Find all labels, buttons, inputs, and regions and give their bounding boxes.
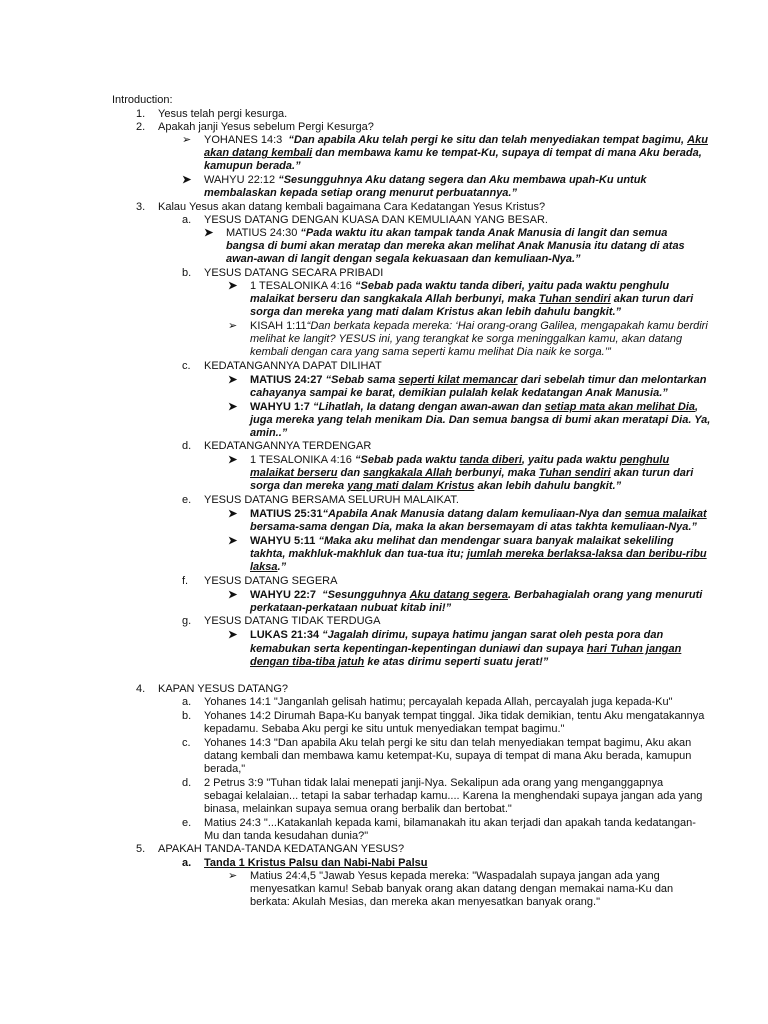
verse-text: “Lihatlah, Ia datang dengan awan-awan dan (312, 401, 542, 413)
verse-emphasis: laksa (250, 561, 278, 573)
verse-ref: 1 TESALONIKA 4:16 (250, 454, 352, 466)
section-heading: Kalau Yesus akan datang kembali bagaimana Cara Kedatangan Yesus Kristus? (158, 201, 546, 213)
verse-emphasis: semua malaikat (624, 508, 707, 520)
verse-emphasis: Aku datang segera (409, 589, 508, 601)
list-number: 3. (136, 201, 146, 213)
verse-emphasis: penghulu (619, 454, 670, 466)
list-item: binasa, melainkan supaya semua orang berbalik dan bertobat." (204, 803, 512, 815)
verse-line (250, 320, 708, 334)
subsection-heading: YESUS DATANG SEGERA (204, 575, 338, 587)
list-item: kepadamu. Sebaba Aku pergi ke situ untuk menyediakan tempat bagimu." (204, 723, 565, 735)
verse-line: sorga dan mereka yang mati dalam Kristus akan lebih dahulu bangkit.” (250, 306, 622, 318)
list-letter: d. (182, 777, 192, 789)
verse-line: perkataan-perkataan nubuat kitab ini!” (250, 602, 452, 614)
verse-text: “Dan berkata kepada mereka: ‘Hai orang-orang Galilea, mengapakah kamu berdiri (306, 320, 708, 332)
verse-emphasis: yang mati dalam Kristus (347, 480, 475, 492)
list-item: Mu dan tanda kesudahan dunia?" (204, 830, 369, 842)
bullet-arrow-icon: ➢ (228, 870, 238, 882)
verse-text: akan turun dari (613, 293, 694, 305)
list-item: datang kembali dan membawa kamu ketempat-Ku, supaya di tempat di mana Aku berada, kamupun (204, 750, 692, 762)
verse-emphasis: hari Tuhan jangan (586, 643, 682, 655)
list-item: berkata: Akulah Mesias, dan mereka akan menyesatkan banyak orang." (250, 896, 600, 908)
verse-line (250, 656, 548, 670)
bullet-arrow-icon: ➤ (228, 454, 238, 466)
bullet-arrow-icon: ➤ (228, 374, 238, 386)
verse-text: “Dan apabila Aku telah pergi ke situ dan telah menyediakan tempat bagimu, (288, 134, 685, 146)
verse-text: dan membawa kamu ke tempat-Ku, supaya di tempat di mana Aku berada, (315, 147, 702, 159)
verse-emphasis: tanda diberi (459, 454, 522, 466)
bullet-arrow-icon: ➤ (228, 508, 238, 520)
list-letter: b. (182, 710, 192, 722)
verse-text: “Sebab pada waktu tanda diberi, yaitu pada waktu penghulu (354, 280, 670, 292)
verse-emphasis: sangkakala Allah (363, 467, 452, 479)
verse-line: awan-awan di langit dengan segala kekuasaan dan kemuliaan-Nya.” (226, 253, 581, 265)
list-number: 2. (136, 121, 146, 133)
verse-line (250, 589, 702, 603)
subsection-heading: KEDATANGANNYA TERDENGAR (204, 440, 372, 452)
verse-ref: MATIUS 24:27 (250, 374, 323, 386)
bullet-arrow-icon: ➤ (204, 227, 214, 239)
verse-emphasis: jumlah mereka berlaksa-laksa dan beribu-ribu (466, 548, 707, 560)
verse-ref: WAHYU 22:12 (204, 174, 276, 186)
verse-line (204, 147, 702, 161)
list-item: berada," (204, 763, 246, 775)
verse-emphasis: malaikat berseru (250, 467, 338, 479)
verse-line (250, 374, 707, 388)
bullet-arrow-icon: ➤ (228, 589, 238, 601)
verse-text: “Jagalah dirimu, supaya hatimu jangan sarat oleh pesta pora dan (322, 629, 664, 641)
list-item: Matius 24:3 "...Katakanlah kepada kami, bilamanakah itu akan terjadi dan apakah tanda kedatangan- (204, 817, 696, 829)
verse-text: “Sesungguhnya Aku datang segera dan Aku membawa upah-Ku untuk (278, 174, 647, 186)
list-item: Yesus telah pergi kesurga. (158, 108, 288, 120)
verse-line: cahayanya sampai ke barat, demikian pulalah kelak kedatangan Anak Manusia.” (250, 387, 668, 399)
verse-line (250, 535, 674, 549)
list-letter: a. (182, 696, 192, 708)
section-heading: APAKAH TANDA-TANDA KEDATANGAN YESUS? (158, 843, 405, 855)
list-letter: a. (182, 214, 192, 226)
verse-text: akan lebih dahulu bangkit.” (477, 480, 622, 492)
verse-emphasis: dengan tiba-tiba jatuh (250, 656, 365, 668)
verse-ref: WAHYU 22:7 (250, 589, 317, 601)
verse-text: kemabukan serta kepentingan-kepentingan duniawi dan supaya (250, 643, 584, 655)
list-item: menyesatkan kamu! Sebab banyak orang akan datang dengan memakai nama-Ku dan (250, 883, 674, 895)
verse-line (250, 561, 286, 575)
verse-text: “Maka aku melihat dan mendengar suara banyak malaikat sekeliling (318, 535, 674, 547)
verse-line (250, 454, 669, 468)
verse-text: sorga dan mereka (250, 480, 345, 492)
verse-line: bangsa di bumi akan meratap dan mereka akan melihat Anak Manusia itu datang di atas (226, 240, 685, 252)
verse-line (250, 548, 707, 562)
verse-ref: MATIUS 24:30 (226, 227, 298, 239)
verse-text: “Sesungguhnya (322, 589, 407, 601)
list-item: Matius 24:4,5 "Jawab Yesus kepada mereka: "Waspadalah supaya jangan ada yang (250, 870, 660, 882)
list-letter: g. (182, 615, 192, 627)
bullet-arrow-icon: ➢ (182, 134, 192, 146)
list-letter: a. (182, 857, 192, 869)
verse-text: dan (340, 467, 361, 479)
subsection-heading: YESUS DATANG SECARA PRIBADI (204, 267, 384, 279)
list-item: 2 Petrus 3:9 "Tuhan tidak lalai menepati janji-Nya. Sekalipun ada orang yang menganggapnya (204, 777, 664, 789)
verse-line (250, 280, 669, 294)
verse-ref: MATIUS 25:31 (250, 508, 323, 520)
verse-text: berbunyi, maka (455, 467, 536, 479)
verse-text: .” (277, 561, 287, 573)
section-heading: KAPAN YESUS DATANG? (158, 683, 289, 695)
verse-line (250, 480, 621, 494)
list-item: sebagai kelalaian... tetapi Ia sabar terhadap kamu.... Karena Ia menghendaki supaya jangan ada yang (204, 790, 703, 802)
verse-ref: LUKAS 21:34 (250, 629, 320, 641)
verse-text: dari sebelah timur dan melontarkan (520, 374, 707, 386)
verse-line (250, 401, 698, 415)
bullet-arrow-icon: ➤ (228, 280, 238, 292)
list-number: 1. (136, 108, 146, 120)
bullet-arrow-icon: ➤ (228, 629, 238, 641)
verse-line: kembali dengan cara yang sama seperti kamu melihat Dia naik ke sorga.’” (250, 346, 611, 358)
list-number: 4. (136, 683, 146, 695)
subsection-heading: YESUS DATANG TIDAK TERDUGA (204, 615, 381, 627)
verse-line: membalaskan kepada setiap orang menurut perbuatannya.” (204, 187, 517, 199)
verse-ref: KISAH 1:11 (250, 320, 307, 332)
verse-text: akan turun dari (613, 467, 694, 479)
list-number: 5. (136, 843, 146, 855)
verse-text: , (695, 401, 699, 413)
verse-line: amin..” (250, 427, 288, 439)
verse-text: . Berbahagialah orang yang menuruti (507, 589, 703, 601)
verse-line (204, 174, 647, 188)
verse-text: takhta, makhluk-makhluk dan tua-tua itu; (250, 548, 464, 560)
verse-line (250, 643, 681, 657)
list-letter: d. (182, 440, 192, 452)
list-item: Apakah janji Yesus sebelum Pergi Kesurga? (158, 121, 374, 133)
verse-line (204, 134, 708, 148)
verse-line (250, 467, 693, 481)
verse-text: “Sebab sama (325, 374, 396, 386)
verse-text: “Apabila Anak Manusia datang dalam kemuliaan-Nya dan (322, 508, 622, 520)
verse-text: “Sebab pada waktu (354, 454, 457, 466)
verse-text: ke atas dirimu seperti suatu jerat!” (367, 656, 549, 668)
subsection-heading: KEDATANGANNYA DAPAT DILIHAT (204, 360, 382, 372)
list-letter: e. (182, 817, 192, 829)
verse-line: kamupun berada.” (204, 160, 301, 172)
list-item: Yohanes 14:1 "Janganlah gelisah hatimu; percayalah kepada Allah, percayalah juga kepada-Ku" (204, 696, 673, 708)
verse-emphasis: seperti kilat memancar (398, 374, 518, 386)
verse-line (250, 629, 663, 643)
list-item: Yohanes 14:2 Dirumah Bapa-Ku banyak tempat tinggal. Jika tidak demikian, tentu Aku mengatakannya (204, 710, 705, 722)
verse-ref: WAHYU 5:11 (250, 535, 316, 547)
list-letter: f. (182, 575, 189, 587)
bullet-arrow-icon: ➤ (228, 535, 238, 547)
verse-ref: WAHYU 1:7 (250, 401, 310, 413)
bullet-arrow-icon: ➤ (182, 174, 192, 186)
verse-emphasis: akan datang kembali (204, 147, 313, 159)
list-letter: c. (182, 360, 191, 372)
verse-emphasis: Tuhan sendiri (538, 293, 611, 305)
verse-ref: 1 TESALONIKA 4:16 (250, 280, 352, 292)
verse-emphasis: Tuhan sendiri (538, 467, 611, 479)
verse-emphasis: Aku (687, 134, 708, 146)
verse-ref: YOHANES 14:3 (204, 134, 283, 146)
list-item: Yohanes 14:3 "Dan apabila Aku telah pergi ke situ dan telah menyediakan tempat bagimu, Aku akan (204, 737, 692, 749)
bullet-arrow-icon: ➢ (228, 320, 238, 332)
list-letter: e. (182, 494, 192, 506)
verse-text: malaikat berseru dan sangkakala Allah berbunyi, maka (250, 293, 536, 305)
verse-line (226, 227, 667, 241)
verse-line (250, 508, 707, 522)
subsection-heading: Tanda 1 Kristus Palsu dan Nabi-Nabi Palsu (204, 857, 428, 869)
verse-text: , yaitu pada waktu (521, 454, 617, 466)
verse-line: juga mereka yang telah menikam Dia. Dan semua bangsa di bumi akan meratapi Dia. Ya, (250, 414, 711, 426)
intro-title: Introduction: (112, 94, 173, 106)
list-letter: b. (182, 267, 192, 279)
list-letter: c. (182, 737, 191, 749)
verse-line (250, 293, 693, 307)
verse-line: bersama-sama dengan Dia, maka Ia akan bersemayam di atas takhta kemuliaan-Nya.” (250, 521, 697, 533)
subsection-heading: YESUS DATANG DENGAN KUASA DAN KEMULIAAN YANG BESAR. (204, 214, 548, 226)
bullet-arrow-icon: ➤ (228, 401, 238, 413)
verse-line: melihat ke langit? YESUS ini, yang terangkat ke sorga meninggalkan kamu, akan datang (250, 333, 683, 345)
subsection-heading: YESUS DATANG BERSAMA SELURUH MALAIKAT. (204, 494, 459, 506)
verse-text: “Pada waktu itu akan tampak tanda Anak Manusia di langit dan semua (300, 227, 668, 239)
verse-emphasis: setiap mata akan melihat Dia (544, 401, 696, 413)
